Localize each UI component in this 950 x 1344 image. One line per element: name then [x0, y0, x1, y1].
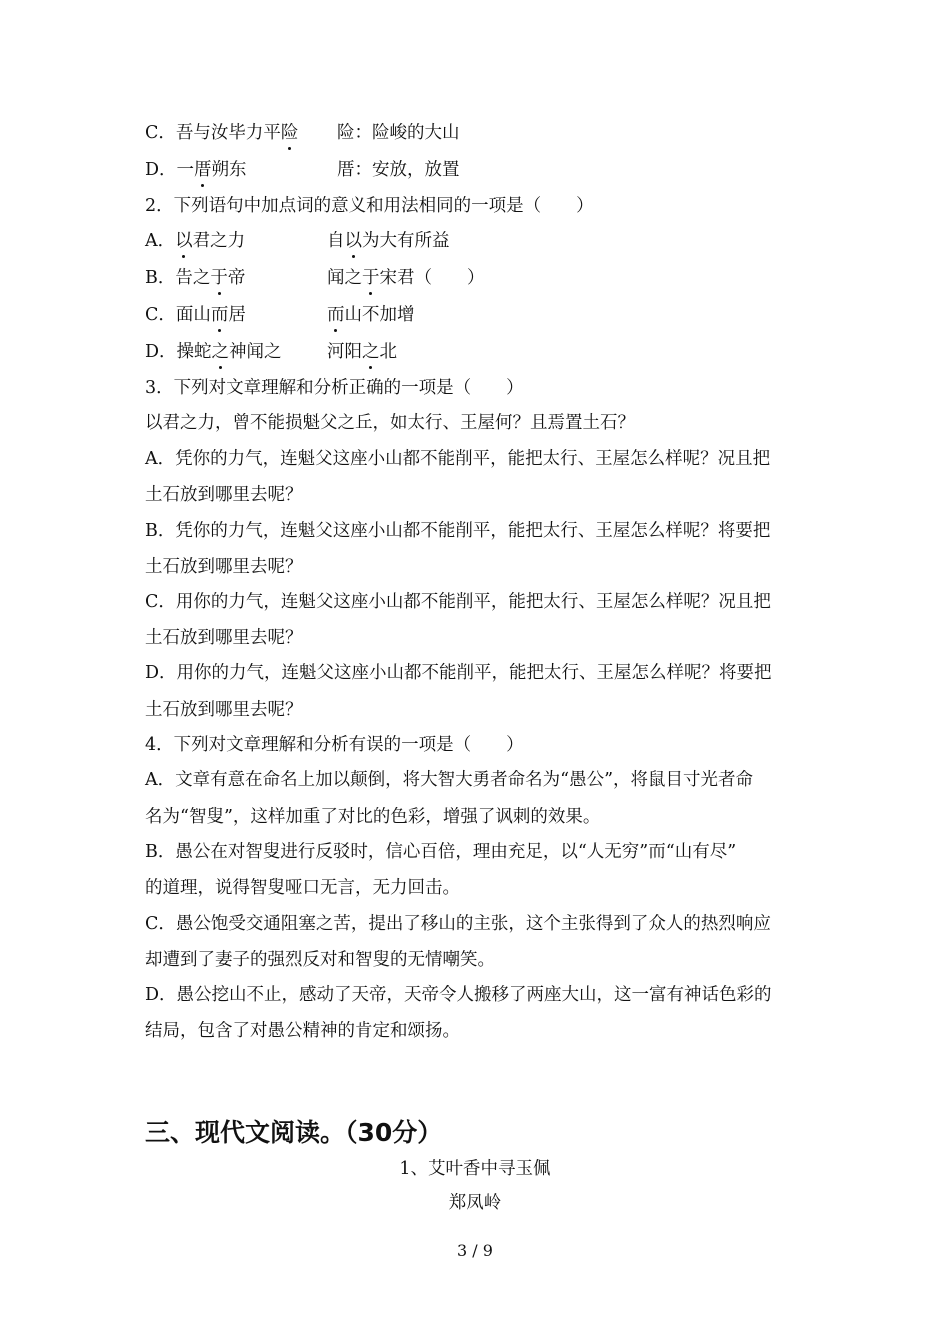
q1-d-gloss: 厝：安放，放置 [337, 160, 460, 180]
q2-a2-pre: 自 [327, 231, 345, 251]
q2-option-a [145, 229, 245, 253]
emphasis-dot-char: 之 [362, 342, 380, 362]
q4-option-c-cont: 却遭到了妻子的强烈反对和智叟的无情嘲笑。 [145, 950, 495, 970]
q2-d-pre: D．操蛇 [145, 342, 212, 362]
emphasis-dot-char: 而 [327, 305, 345, 325]
q4-option-c: C．愚公饱受交通阻塞之苦，提出了移山的主张，这个主张得到了众人的热烈响应 [145, 914, 771, 934]
q1-d-post: 朔东 [211, 160, 247, 180]
emphasis-dot-char: 厝 [194, 160, 212, 180]
q2-option-b-right [327, 266, 485, 290]
q2-option-c-right [327, 303, 415, 327]
q4-option-d-cont: 结局，包含了对愚公精神的肯定和颂扬。 [145, 1021, 460, 1041]
q3-quote: 以君之力，曾不能损魁父之丘，如太行、王屋何？且焉置土石？ [145, 413, 635, 433]
section-heading: 三、现代文阅读。（30分） [145, 1118, 443, 1147]
q2-b-post: 帝 [227, 268, 246, 288]
q2-option-d [145, 340, 282, 364]
q1-c-gloss: 险：险峻的大山 [337, 123, 460, 143]
article-author: 郑凤岭 [448, 1193, 502, 1213]
q2-c-post: 居 [228, 305, 246, 325]
emphasis-dot-char: 以 [344, 231, 362, 251]
q4-option-a-cont: 名为“智叟”，这样加重了对比的色彩，增强了讽刺的效果。 [145, 807, 601, 827]
q2-d2-pre: 河阳 [327, 342, 362, 362]
emphasis-dot-char: 而 [210, 305, 229, 325]
q3-option-a-cont: 土石放到哪里去呢？ [145, 485, 303, 505]
q3-option-c: C．用你的力气，连魁父这座小山都不能削平，能把太行、王屋怎么样呢？况且把 [145, 592, 771, 612]
emphasis-dot-char: 以 [175, 231, 193, 251]
q2-a2-post: 为大有所益 [362, 231, 450, 251]
q2-d-post: 神闻之 [229, 342, 282, 362]
q2-option-b [145, 266, 245, 290]
q1-c-text: C．吾与汝毕力平 [145, 123, 281, 143]
q4-option-d: D．愚公挖山不止，感动了天帝，天帝令人搬移了两座大山，这一富有神话色彩的 [145, 985, 772, 1005]
q2-d2-post: 北 [379, 342, 397, 362]
q3-option-b-cont: 土石放到哪里去呢？ [145, 557, 303, 577]
q2-b-pre: B．告之 [145, 268, 211, 288]
q2-b2-pre: 闻之 [327, 268, 362, 288]
q1-option-d [145, 158, 247, 182]
q4-option-a: A．文章有意在命名上加以颠倒，将大智大勇者命名为“愚公”，将鼠目寸光者命 [145, 770, 754, 790]
q3-option-c-cont: 土石放到哪里去呢？ [145, 628, 303, 648]
article-title: 1、艾叶香中寻玉佩 [399, 1159, 551, 1179]
q2-stem: 2．下列语句中加点词的意义和用法相同的一项是（ ） [145, 196, 594, 216]
q4-stem: 4．下列对文章理解和分析有误的一项是（ ） [145, 735, 524, 755]
q1-d-pre: D．一 [145, 160, 195, 180]
q3-option-a: A．凭你的力气，连魁父这座小山都不能削平，能把太行、王屋怎么样呢？况且把 [145, 449, 771, 469]
q3-option-b: B．凭你的力气，连魁父这座小山都不能削平，能把太行、王屋怎么样呢？将要把 [145, 521, 771, 541]
q1-option-c [145, 121, 298, 145]
q2-b2-post: 宋君（ ） [379, 268, 485, 288]
emphasis-dot-char: 之 [211, 342, 230, 362]
q3-option-d-cont: 土石放到哪里去呢？ [145, 700, 303, 720]
q2-option-d-right [327, 340, 397, 364]
q3-option-d: D．用你的力气，连魁父这座小山都不能削平，能把太行、王屋怎么样呢？将要把 [145, 663, 772, 683]
q3-stem: 3．下列对文章理解和分析正确的一项是（ ） [145, 378, 524, 398]
emphasis-dot-char: 险 [280, 123, 299, 143]
q2-option-c [145, 303, 246, 327]
q2-a-pre: A． [145, 231, 176, 251]
q2-c-pre: C．面山 [145, 305, 211, 325]
emphasis-dot-char: 于 [362, 268, 380, 288]
page-number: 3 / 9 [457, 1241, 493, 1260]
q4-option-b-cont: 的道理，说得智叟哑口无言，无力回击。 [145, 878, 460, 898]
q4-option-b: B．愚公在对智叟进行反驳时，信心百倍，理由充足，以“人无穷”而“山有尽” [145, 842, 737, 862]
q2-c2-post: 山不加增 [344, 305, 415, 325]
q2-a-post: 君之力 [192, 231, 246, 251]
emphasis-dot-char: 于 [210, 268, 228, 288]
q2-option-a-right [327, 229, 450, 253]
